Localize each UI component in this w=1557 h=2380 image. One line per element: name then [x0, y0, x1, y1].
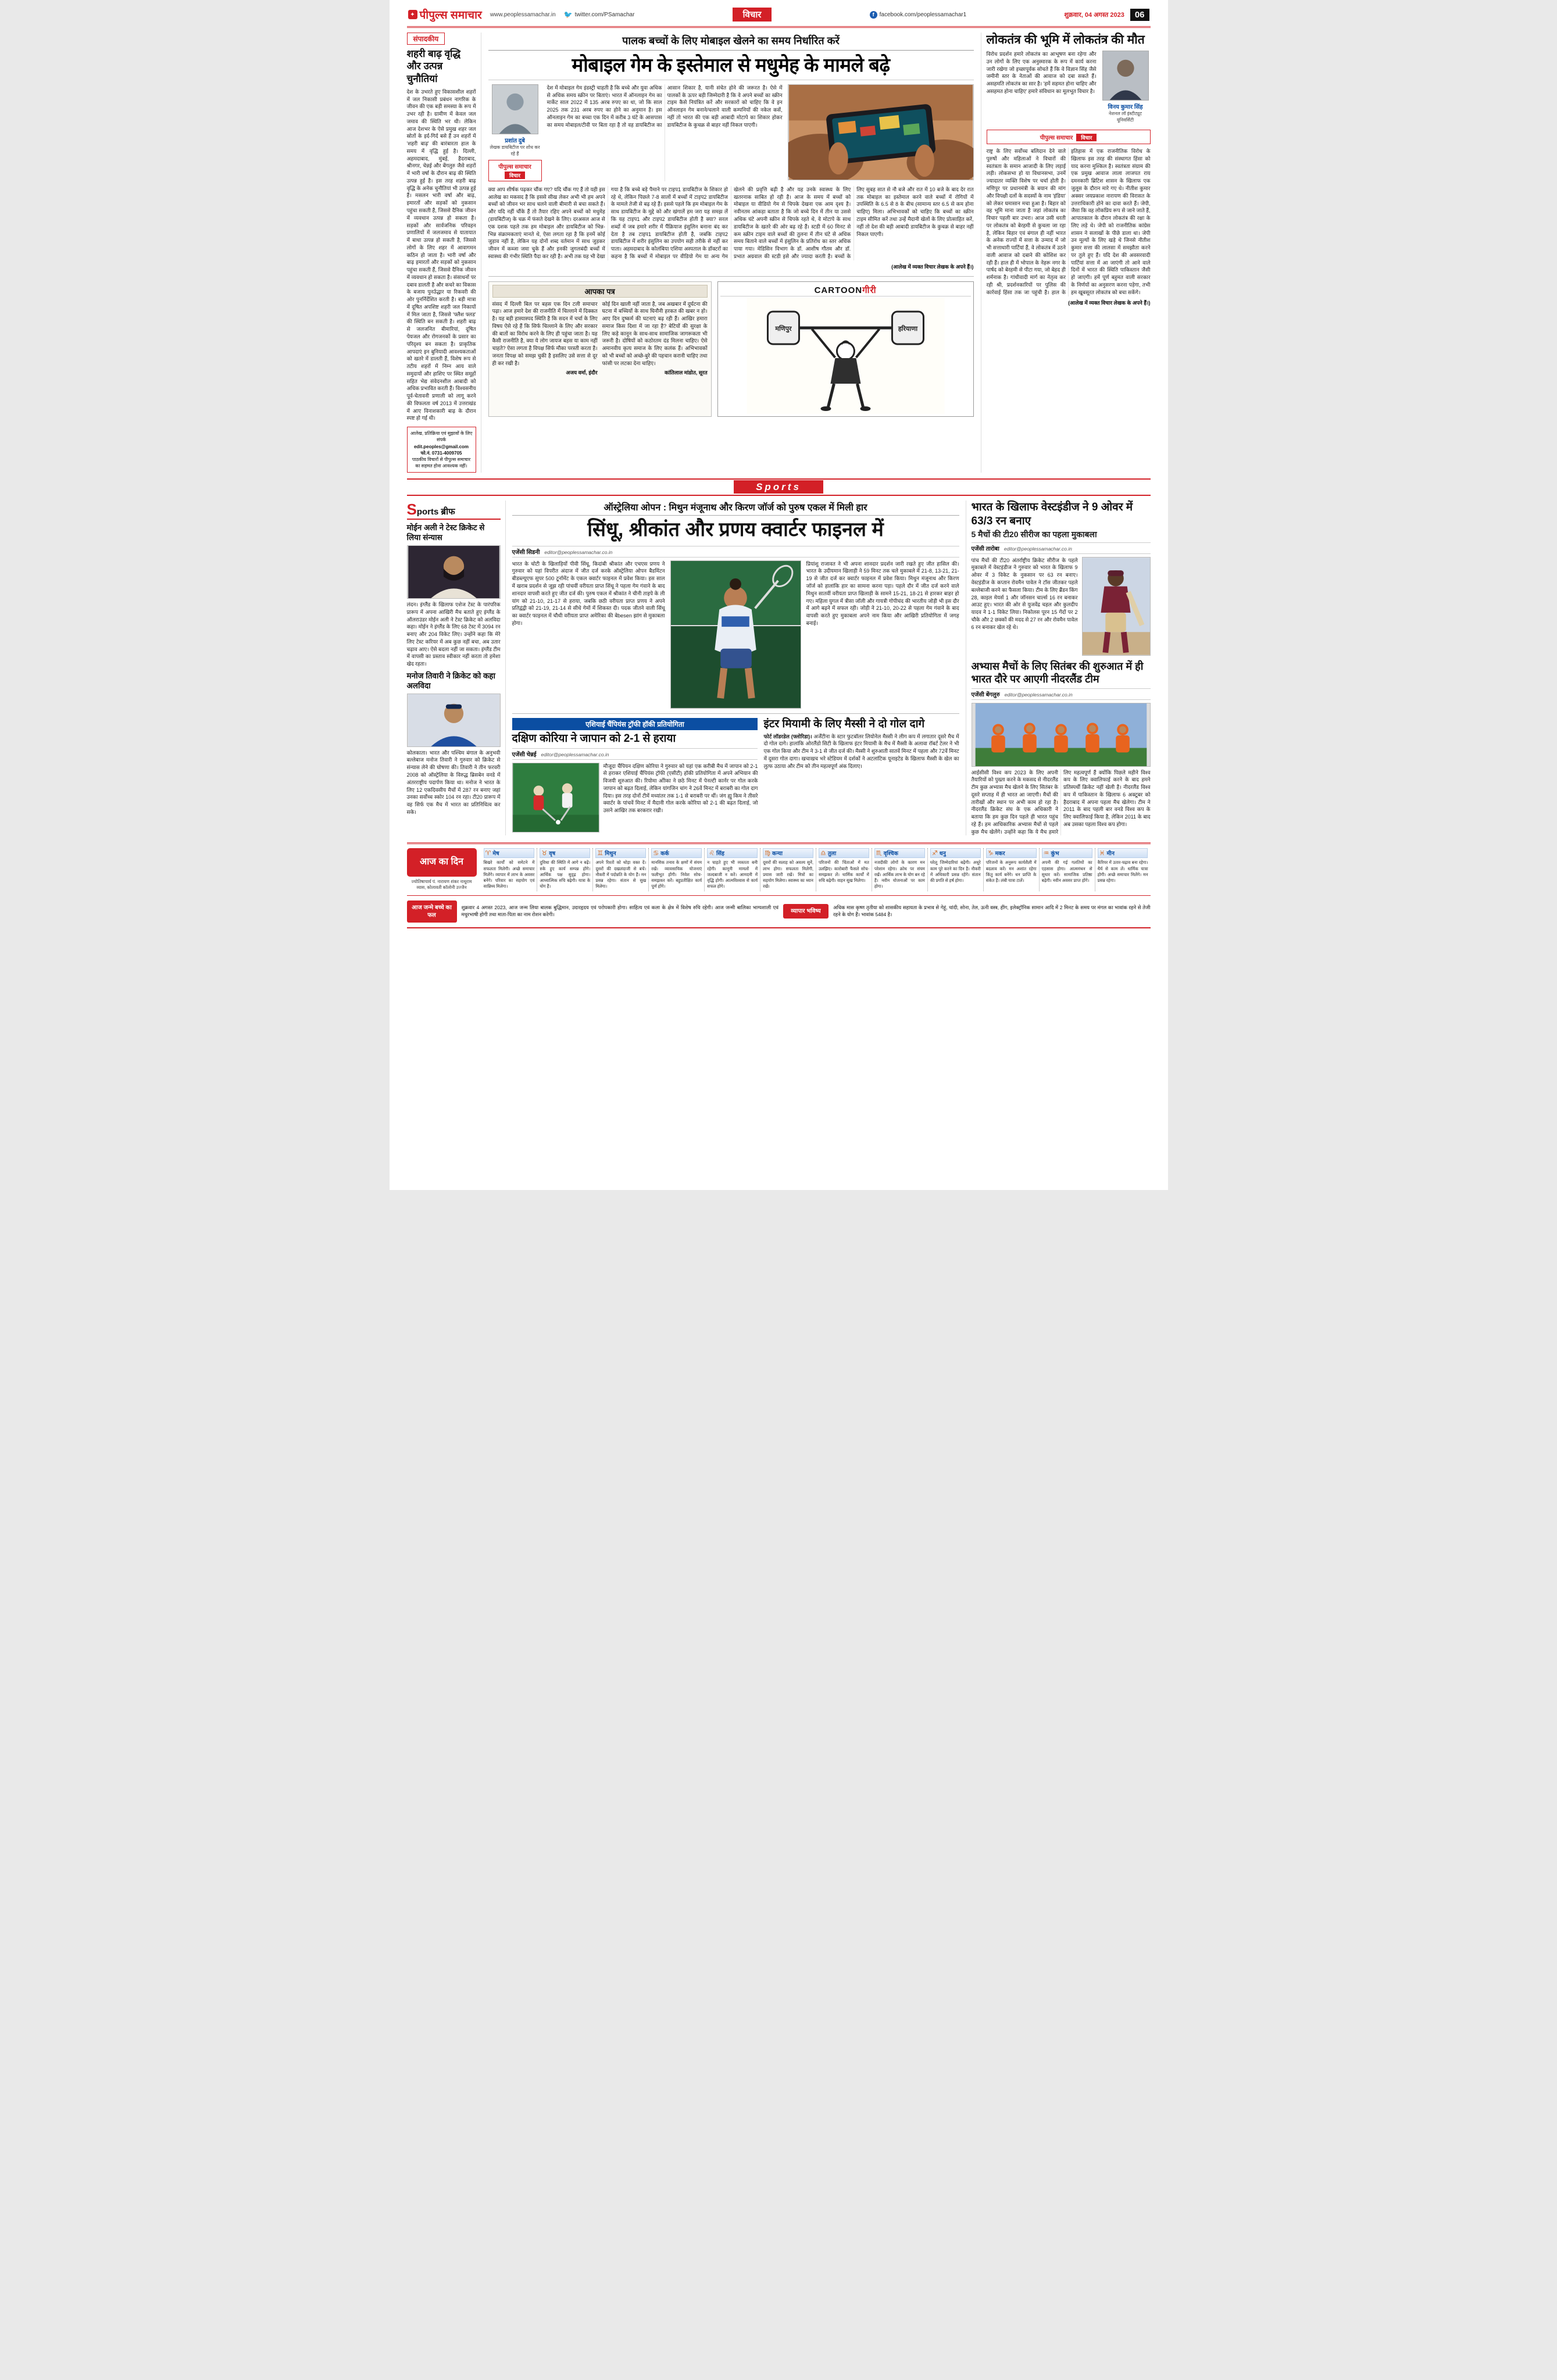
sports-section [407, 501, 1151, 835]
sign-name: तुला [827, 850, 837, 857]
sign-prediction: बिखरे कार्यों को समेटने में सफलता मिलेगी। अच्छे समाचार मिलेंगे। व्यापार में लाभ के अवसर बनेंगे। परिवार का सहयोग एवं सान्निध्य मिलेगा। [483, 860, 535, 889]
cartoon-title-en: CARTOON [814, 285, 863, 295]
zodiac-gemini [592, 848, 648, 891]
sign-name: वृष [549, 850, 556, 857]
born-today-label: आज जन्मे बच्चे का फल [407, 900, 457, 923]
scorpio-icon: ♏ [876, 850, 882, 857]
letters-box [488, 281, 712, 417]
brand-section: विचार [505, 171, 525, 179]
zodiac-virgo [760, 848, 816, 891]
sign-name: मीन [1106, 850, 1115, 857]
agency-name: एजेंसी सिडनी [512, 549, 540, 556]
astrologer-credit: ज्योतिषाचार्य पं. नारायण शंकर नाथूराम व्यास, कोलावती कॉलोनी उज्जैन [411, 879, 472, 891]
right-opinion-author-name: विनय कुमार सिंह [1108, 104, 1143, 111]
hockey-match-photo [512, 763, 599, 832]
sign-prediction: अपनी की गई गलतियों का एहसास होगा। आत्ममंथन से सुधार करें। सामाजिक प्रतिष्ठा बढ़ेगी। नवीन अवसर प्राप्त होंगे। [1041, 860, 1092, 883]
sports-brief-title [407, 501, 501, 520]
section-badge: विचार [733, 8, 772, 22]
author-role: लेखक डायबिटीज पर शोध कर रहे हैं [490, 144, 540, 156]
trade-forecast-label: व्यापार भविष्य [783, 904, 829, 919]
sign-prediction: नजदीकी लोगों के कारण मन परेशान रहेगा। क्रोध पर संयम रखें। आर्थिक लाभ के योग बन रहे हैं। नवीन योजनाओं पर काम होगा। [874, 860, 925, 889]
page-number: 06 [1130, 9, 1149, 21]
facebook-handle: facebook.com/peoplessamachar1 [879, 11, 967, 18]
article-image-phone [788, 84, 974, 180]
website-url: www.peoplessamachar.in [490, 11, 556, 18]
sign-prediction: परिजनों के अनुरूप कार्यशैली में बदलाव करें। मन अशांत रहेगा किंतु कार्य बनेंगे। धन प्राप्ति के संकेत हैं। लंबी यात्रा टालें। [985, 860, 1037, 883]
messi-article [763, 718, 959, 832]
moeen-headline: मोईन अली ने टेस्ट क्रिकेट से लिया संन्यास [406, 523, 485, 542]
sign-prediction: घरेलू जिम्मेदारियां बढ़ेंगी। अधूरे काम पूरे करने का दिन है। नौकरी में अधिकारी प्रसन्न रहेंगे। संतान की प्रगति से हर्ष होगा। [930, 860, 981, 883]
right-opinion-author-org: नेशनल लॉ इंस्टीट्यूट यूनिवर्सिटी [1109, 111, 1142, 123]
main-article-kicker: पालक बच्चों के लिए मोबाइल खेलने का समय निर्धारित करें [488, 33, 974, 51]
sign-name: धनु [939, 850, 946, 857]
brief-s: S [406, 501, 417, 519]
badminton-body-right: प्रियांशु राजावत ने भी अपना शानदार प्रदर्शन जारी रखते हुए जीत हासिल की। भारत के उदीयमान खिलाड़ी ने 59 मिनट तक चले मुकाबले में 21-8, 13-21, 21-19 से जीत दर्ज कर क्वार्टर फाइनल में प्रवेश किया। मिथुन मंजूनाथ और किरण जॉर्ज को हालांकि हार का सामना करना पड़ा। पहले दौर में जीत दर्ज करने वाले मिथुन सातवीं वरीयता प्राप्त खिलाड़ी के सामने 15-21, 18-21 से हारकर बाहर हो गए। महिला युगल में त्रीसा जॉली और गायत्री गोपीचंद की भारतीय जोड़ी भी इस दौर में आगे बढ़ने में सफल रही। जोड़ी ने 21-10, 20-22 से पहला गेम गंवाने के बाद वापसी करते हुए मुकाबला अपने नाम किया और आखिरी प्रतियोगिता में जगह बनाई। [806, 560, 959, 626]
opinion-section [407, 28, 1151, 473]
messi-headline: इंटर मियामी के लिए मैस्सी ने दो गोल दागे [763, 717, 925, 730]
hockey-article [512, 718, 758, 832]
trade-forecast-text: अधिक मास कृष्ण तृतीया को शासकीय सहायता के प्रभाव से गेहूं, चांदी, सोना, तेल, ऊनी वस्त्र, हींग, इलेक्ट्रॉनिक सामान आदि में 2 मिनट के समय पर मंगल का भावांक रहने से तेजी रहने के योग हैं। भावांक 5484 है। [833, 904, 1151, 917]
aquarius-icon: ♒ [1043, 850, 1049, 857]
born-today-text: शुक्रवार 4 अगस्त 2023, आज जन्म लिया बालक बुद्धिमान, उदारहृदय एवं परोपकारी होगा। साहित्य एवं कला के क्षेत्र में विशेष रुचि रहेगी। आज जन्मी बालिका भाग्यशाली एवं मधुरभाषी होगी तथा माता-पिता का नाम रोशन करेगी। [461, 904, 779, 917]
sign-prediction: कैरियर में उतार-चढ़ाव बना रहेगा। धैर्य से काम लें। धार्मिक यात्रा होगी। अच्छे समाचार मिलेंगे। मन प्रसन्न रहेगा। [1097, 860, 1148, 883]
twitter-icon: 🐦 [563, 10, 573, 19]
right-opinion-column [981, 33, 1151, 473]
contact-note: पाठकीय विचारों से पीपुल्स समाचार का सहमत होना आवश्यक नहीं। [412, 456, 471, 469]
cartoon-title-hi: गीरी [862, 285, 877, 295]
zodiac-pisces [1095, 848, 1151, 891]
cartoon-title [720, 284, 971, 296]
right-opinion-body: राष्ट्र के लिए सर्वोच्च बलिदान देने वाले पुरुषों और महिलाओं ने विचारों की स्वतंत्रता के समान आजादी के लिए लड़ाई लड़ी। लोकसभा हो या विधानसभा, उनमें ज्यादातर व्यक्ति विशेष पर चर्चा होती है। मणिपुर पर प्रधानमंत्री के बयान की मांग और विपक्षी दलों के सदस्यों के नाम 'इंडिया' को लेकर घमासान मचा हुआ है। बिहार को वह भूमि माना जाता है जहां लोकतंत्र का विचार पहली बार उभरा। आज उसी धरती पर लोकतंत्र को बेरहमी से कुचला जा रहा है, लेकिन बिहार एवं बंगाल ही नहीं भारत के अनेक राज्यों में सत्ता के उन्माद में जो भी सत्ताधारी पार्टियां हैं, वे लोकतंत्र में उठने वाली आवाज को दबाने की कोशिश कर रही हैं। हाल ही में भोपाल के नेहरू नगर के पार्षद को बेरहमी से पीटा गया, जो बेहद ही शर्मनाक है। गांधीवादी मार्ग का नेतृत्व कर रही श्री, प्रदर्शनकारियों पर पुलिस की कार्रवाई हिंसा तक जा पहुंची है। हाल के इतिहास में एक राजनीतिक विरोध के खिलाफ इस तरह की संस्थागत हिंसा को याद करना मुश्किल है। स्वतंत्रता संग्राम की एक प्रमुख आवाज लाला लाजपत राय दमनकारी ब्रिटिश शासन के खिलाफ एक जुलूस के दौरान मारे गए थे। नीतीश कुमार अक्सर जयप्रकाश नारायण की विरासत के उत्तराधिकारी होने का दावा करते हैं। जेपी, जैसा कि वह लोकप्रिय रूप से जाने जाते हैं, आपातकाल के दौरान लोकतंत्र की रक्षा के लिए लड़े थे। जेपी को राजनीतिक कांग्रेस शासन ने सलाखों के पीछे डाला था। जेपी उन मूल्यों के लिए खड़े थे जिनसे नीतीश कुमार सत्ता की लालसा में समझौता करने पर तुले हुए हैं। यदि देश की अवसरवादी पार्टियां सत्ता में आ जाएंगी तो आने वाले दिनों में भारत की स्थिति पाकिस्तान जैसी हो जाएगी। हमें पूर्ण बहुमत वाली सरकार के निर्णयों का अनुसरण करना पड़ेगा, तभी हम खूबसूरत लोकतंत्र को बचा सकेंगे। [986, 148, 1151, 295]
letters-title: आपका पत्र [492, 285, 708, 298]
cartoon-box [717, 281, 974, 417]
westindies-headline: भारत के खिलाफ वेस्टइंडीज ने 9 ओवर में 63/3 रन बनाए [971, 501, 1133, 527]
main-article [487, 33, 975, 473]
agency-email: editor@peoplessamachar.co.in [1004, 545, 1072, 552]
sports-main-article [512, 501, 959, 835]
manoj-tiwari-photo [407, 694, 501, 747]
sports-banner [407, 478, 1151, 496]
leo-icon: ♌ [709, 850, 715, 857]
zodiac-aquarius [1039, 848, 1095, 891]
gemini-icon: ♊ [597, 850, 603, 857]
letter-item [602, 301, 708, 377]
netherlands-team-photo [972, 703, 1151, 767]
main-article-intro: देश में मोबाइल गेम इंडस्ट्री चाहती है कि बच्चे और युवा अधिक से अधिक समय स्क्रीन पर बिताएं। भारत में ऑनलाइन गेम का मार्केट साल 2022 में 135 अरब रुपए का था, जो कि साल 2025 तक 231 अरब रुपए का होने का अनुमान है। इस ऑनलाइन गेम का बच्चा एक दिन में करीब 3 घंटे के आसपास का समय मोबाइल/टीवी पर बिता रहा है तो वह डायबिटीज का आसान शिकार है, यानी संचेत होने की जरूरत है। ऐसे में पालकों के ऊपर बड़ी जिम्मेदारी है कि वे अपने बच्चों का स्क्रीन टाइम कैसे नियंत्रित करें और सरकारों को चाहिए कि वे इन ऑनलाइन गेम बनाने/चलाने वाली कम्पनियों की नकेल कसें, नहीं तो भारत की एक बड़ी आबादी मोटापे का शिकार होकर डायबिटीज के कुचक्र से बाहर नहीं निकल पाएगी। [547, 84, 783, 128]
editorial-body: देश के उभरते हुए विकासशील शहरों में जल निकासी प्रबंधन नागरिक के जीवन की एक बड़ी समस्या के रूप में उभर रही है। ग्रामीण में केवल जल जमाव की स्थिति भर थी। लेकिन आज देशभर के ऐसे प्रमुख शहर जल स्रोतों के इर्द-गिर्द बसे हैं उन शहरों में 'शहरी बाढ़' की बारंबारता हाल के समय में वृद्धि हुई है। दिल्ली, अहमदाबाद, मुंबई, हैदराबाद, श्रीनगर, चेन्नई और बेंगलुरु जैसे शहरों में भारी वर्षा के दौरान बाढ़ की स्थिति उत्पन्न हुई है। इस तरह शहरी बाढ़ वृद्धि के अनेक चुनौतियां भी उत्पन्न हुई हैं। मसलन भारी वर्षा और बाढ़, इमारतों और सड़कों को नुकसान पहुंचा सकती है, जिससे दैनिक जीवन में व्यवधान उत्पन्न हो सकता है। सड़कों और सार्वजनिक परिवहन प्रणालियों में जलजमाव से यातायात में बाधा उत्पन्न हो सकती है, जिससे लोगों के लिए शहर में आवागमन कठिन हो जाता है। भारी वर्षा और बाढ़ इमारतों और सड़कों को नुकसान पहुंचा सकती हैं, जिससे दैनिक जीवन में व्यवधान हो सकता है। संसाधनों पर दबाव डालती है और कचरे का विकास के बजाय पुनर्उद्धार या रिकवरी की ओर पुनर्निर्देशित करती है। बड़ी मात्रा में दूषित अपशिष्ट शहरी जल निकायों में मिल जाता है, जिससे 'फ्लैश फ्लड' की स्थिति बन सकती है। शहरी बाढ़ से जलजनित बीमारियां, दूषित पेयजल और रोगजनकों के प्रसार का परिदृश्य बन सकता है। प्राकृतिक आपदाएं इन बुनियादी आवश्यकताओं को खतरे में डालती हैं, विशेष रूप से तटीय शहरों में निम्न आय वाले समुदायों और हाशिए पर स्थित समूहों सहित भेद्य संवेदनशील आबादी को अधिक प्रभावित करती हैं। विश्वसनीय पूर्व-चेतावनी प्रणाली को लागू करने की विफलता वर्ष 2013 में उत्तराखंड में आए विनाशकारी बाढ़ के दौरान स्पष्ट हो गई थी। [406, 88, 476, 421]
tiwari-headline: मनोज तिवारी ने क्रिकेट को कहा अलविदा [406, 671, 495, 690]
taurus-icon: ♉ [541, 850, 548, 857]
agency-name: एजेंसी चेन्नई [512, 751, 537, 758]
sign-prediction: परिजनों की चिंताओं में मत उलझिए। कारोबारी फैसले सोच-समझकर लें। धार्मिक कार्यों में रुचि बढ़ेगी। वाहन सुख मिलेगा। [818, 860, 869, 883]
letter-item [492, 301, 598, 377]
horoscope-title: आज का दिन [407, 848, 477, 877]
contact-email-phone: edit.peoples@gmail.com फो.नं. 0731-4009705 [413, 444, 469, 456]
right-opinion-lead: विरोध प्रदर्शन हमारे लोकतंत्र का आभूषण बना रहेगा और उन लोगों के लिए एक अनुस्मारक के रूप में कार्य करना जारी रखेगा जो इच्छापूर्वक सोचते हैं कि वे विज्ञान सिंह जैसे जमीनी स्तर के नेताओं की आवाज को दबा सकते हैं। असहमति लोकतंत्र का सार है। 'हमें सहमत होना चाहिए और असहमत होना चाहिए' हमारे संविधान का मूलभूत विचार है। [986, 51, 1097, 95]
main-article-body: क्या आप शीर्षक पढ़कर चौंक गए? यदि चौंक गए हैं तो यही इस आलेख का मकसद है कि इससे सीख लेकर अभी भी हम अपने बच्चों को जीवन भर साथ चलने वाली बीमारी से बचा सकते हैं। और यदि नहीं चौंके हैं तो तैयार रहिए अपने बच्चों को मधुमेह (डायबिटीज) के चक्र में फंसते देखने के लिए। दरअसल आज से एक दशक पहले तक हम मोबाइल और डायबिटीज को भिन्न-भिन्न संक्रामकताएं मानते थे, ऐसा लगता रहा है कि इनमें कोई जुड़ाव नहीं है, लेकिन यह दोनों शब्द वर्तमान में साथ जुड़कर जीवन में कब्जा जमा चुके हैं और इनकी जुगलबंदी बच्चों में स्वास्थ्य की गंभीर स्थिति पैदा कर रही है। अभी तक यह भी देखा गया है कि बच्चे बड़े पैमाने पर टाइप1 डायबिटीज के शिकार हो रहे थे, लेकिन पिछले 7-8 सालों में बच्चों में टाइप2 डायबिटीज के मामले तेजी से बढ़ रहे हैं। इससे पहले कि हम मोबाइल गेम के साथ डायबिटीज के मुद्दे को और खंगालें हम जरा यह समझ लें कि यह टाइप1 और टाइप2 डायबिटीज होती है क्या? सरल शब्दों में जब हमारे शरीर में पैंक्रियाज इंसुलिन बनाना बंद कर देता है तब टाइप1 डायबिटीज होती है, जबकि टाइप2 डायबिटीज में शरीर इंसुलिन का उपयोग सही तरीके से नहीं कर पाता। अहमदाबाद के कोलंबिया एशिया अस्पताल के डॉक्टरों का कहना है कि बच्चों में मोबाइल पर वीडियो गेम या अन्य गेम खेलने की प्रवृत्ति बढ़ी है और यह उनके स्वास्थ्य के लिए खतरनाक साबित हो रही है। आज के समय में बच्चों को मोबाइल या वीडियो गेम से चिपके देखना एक आम दृश्य है। नवीनतम आंकड़ा बताता है कि जो बच्चे दिन में तीन या उससे अधिक घंटे अपनी स्क्रीन से चिपके रहते थे, वे मोटापे के साथ डायबिटीज के खतरे की ओर बढ़ रहे हैं। स्टडी में 60 मिनट से कम स्क्रीन टाइम वाले बच्चों की तुलना में तीन घंटे से अधिक समय बिताने वाले बच्चों में इंसुलिन के प्रतिरोध का स्तर अधिक पाया गया। मेडिसिन विभाग के डॉ. आशीष गौतम और डॉ. प्रभात अग्रवाल की स्टडी इसे और ज्यादा करती है। बच्चों के लिए सुबह सात से नौ बजे और रात में 10 बजे के बाद देर रात तक मोबाइल का इस्तेमाल करने वाले बच्चों में रोगियों में उपस्थिति के 6.5 से 8 के बीच (सामान्य स्तर 6.5 से कम होना चाहिए) मिला। अभिभावकों को चाहिए कि बच्चों का स्क्रीन टाइम सीमित करें तथा उन्हें मैदानी खेलों के लिए प्रोत्साहित करें, नहीं तो देश की बड़ी आबादी डायबिटीज के कुचक्र से बाहर नहीं निकल पाएगी। [488, 186, 974, 259]
capricorn-icon: ♑ [987, 850, 994, 857]
zodiac-taurus [537, 848, 592, 891]
sign-name: कन्या [772, 850, 783, 857]
right-opinion-headline: लोकतंत्र की भूमि में लोकतंत्र की मौत [986, 33, 1145, 47]
newspaper-logo [408, 7, 482, 22]
editorial-title: शहरी बाढ़ वृद्धि और उत्पन्न चुनौतियां [406, 48, 461, 84]
westindies-byline [972, 542, 1151, 554]
zodiac-libra [816, 848, 872, 891]
brand-box [987, 130, 1151, 144]
agency-email: editor@peoplessamachar.co.in [541, 751, 609, 757]
editorial-column [407, 33, 481, 473]
sign-name: मिथुन [605, 850, 616, 857]
sagittarius-icon: ♐ [931, 850, 938, 857]
letter-text: संसद में दिल्ली बिल पर बहस एक दिन टली समाचार पढ़ा। आज हमारे देश की राजनीति में चिल्लाने में दिक्कत है। यह बड़ी हास्यास्पद स्थिति है कि सदन में चर्चा के लिए विषय ऐसे रहे हैं कि सिर्फ चिल्लाने के लिए और सरकार की बातों का विरोध करने के लिए ही पहुंचा जाता है। यह कैसी राजनीति है, क्या ये लोग जायज बहस या काम नहीं चाहते? ऐसा लगता है विपक्ष सिर्फ मौका परस्ती करता है। जनता विपक्ष को समझ चुकी है इसलिए उसे सत्ता से दूर ही कर रखी है। [492, 301, 598, 366]
issue-date: शुक्रवार, 04 अगस्त 2023 [1064, 11, 1124, 19]
hockey-headline: दक्षिण कोरिया ने जापान को 2-1 से हराया [512, 732, 676, 745]
letter-signature: कांतिलाल मांडोत, सूरत [664, 370, 708, 376]
svg-text:हरियाणा: हरियाणा [898, 325, 917, 333]
agency-name: एजेंसी तारोबा [971, 545, 999, 552]
sports-brief-column [407, 501, 506, 835]
brand-logo: पीपुल्स समाचार [1040, 134, 1073, 141]
zodiac-scorpio [872, 848, 927, 891]
hockey-byline [512, 748, 758, 760]
editorial-label: संपादकीय [407, 33, 445, 45]
badminton-kicker: ऑस्ट्रेलिया ओपन : मिथुन मंजूनाथ और किरण जॉर्ज को पुरुष एकल में मिली हार [512, 501, 959, 516]
author-photo [492, 84, 538, 134]
sign-prediction: दूसरों की सलाह को अवश्य सुनें, लाभ होगा। सफलता मिलेगी, प्रयास जारी रखें। मित्रों का सहयोग मिलेगा। स्वास्थ्य का ध्यान रखें। [763, 860, 813, 889]
sign-name: सिंह [716, 850, 724, 857]
moeen-ali-photo [407, 545, 501, 599]
netherlands-body: आईसीसी विश्व कप 2023 के लिए अपनी तैयारियों को पुख्ता करने के मकसद से नीदरलैंड टीम कुछ अभ्यास मैच खेलने के लिए सितंबर के दूसरे सप्ताह में ही भारत आ जाएगी। मैचों की तारीखों और स्थान पर अभी काम हो रहा है। नीदरलैंड क्रिकेट संघ के एक अधिकारी ने बताया कि हम कुछ दिन पहले ही भारत पहुंच रहे हैं। हम आधिकारिक अभ्यास मैचों से पहले कुछ मैच खेलेंगे। उन्होंने कहा कि ये मैच हमारे लिए महत्वपूर्ण हैं क्योंकि पिछले महीने विश्व कप के लिए क्वालिफाई करने के बाद हमने प्रतिस्पर्धी क्रिकेट नहीं खेली है। नीदरलैंड विश्व कप में पाकिस्तान के खिलाफ 6 अक्टूबर को हैदराबाद में अपना पहला मैच खेलेगा। टीम ने 2011 के बाद पहली बार वनडे विश्व कप के लिए क्वालिफाई किया है, लेकिन 2011 के बाद अब उसका पहला विश्व कप होगा। [971, 769, 1151, 835]
westindies-body: पांच मैचों की टी20 अंतर्राष्ट्रीय क्रिकेट सीरीज के पहले मुकाबले में वेस्टइंडीज ने गुरुवार को भारत के खिलाफ 9 ओवर में 3 विकेट के नुकसान पर 63 रन बनाए। वेस्टइंडीज के कप्तान रोवमैन पावेल ने टॉस जीतकर पहले बल्लेबाजी करने का फैसला किया। टीम के लिए ब्रैंडन किंग 28, काइल मेयर्स 1 और जॉनसन चार्ल्स 16 रन बनाकर आउट हुए। भारत की ओर से युजवेंद्र चहल और कुलदीप यादव ने 1-1 विकेट लिया। निकोलस पूरन 15 गेंदों पर 2 चौके और 2 छक्कों की मदद से 27 रन और रोवमैन पावेल 6 रन बनाकर खेल रहे थे। [971, 557, 1078, 630]
netherlands-byline [972, 688, 1151, 700]
sign-prediction: दुविधा की स्थिति में आगे न बढ़ें। रुके हुए कार्य सम्पन्न होंगे। आर्थिक पक्ष सुदृढ़ होगा। आध्यात्मिक रुचि बढ़ेगी। यात्रा के योग हैं। [540, 860, 591, 889]
badminton-body-left: भारत के चोटी के खिलाड़ियों पीवी सिंधू, किदांबी श्रीकांत और एचएस प्रणय ने गुरुवार को यहां विपरीत अंदाज में जीत दर्ज करके ऑस्ट्रेलिया ओपन बैडमिंटन बीडब्ल्यूएफ सुपर 500 टूर्नामेंट के एकल क्वार्टर फाइनल में प्रवेश किया। इस साल में खराब प्रदर्शन से जूझ रही पांचवीं वरीयता प्राप्त सिंधू ने पहला गेम गंवाने के बाद शानदार वापसी करते हुए जीत दर्ज की। पुरुष एकल में श्रीकांत ने चीनी ताइपे के ली यांग को 21-10, 21-17 से हराया, जबकि छठी वरीयता प्राप्त प्रणय ने अपने प्रतिद्वंद्वी को 21-19, 21-14 से सीधे गेमों में शिकस्त दी। पदक जीतने वाली सिंधू का क्वार्टर फाइनल में चौथी वरीयता प्राप्त अमेरिका की बेbesen झांग से मुकाबला होगा। [512, 560, 665, 626]
horoscope-header [407, 848, 477, 891]
brand-logo: पीपुल्स समाचार [498, 163, 531, 170]
author-block [488, 84, 542, 181]
facebook-icon: f [870, 11, 877, 19]
agency-name: एजेंसी बेंगलुरु [971, 691, 1000, 698]
sports-right-column [966, 501, 1151, 835]
logo-icon: ✦ [408, 10, 417, 19]
bottom-strip [407, 900, 1151, 928]
zodiac-sagittarius [927, 848, 983, 891]
masthead [407, 3, 1151, 28]
zodiac-cancer [648, 848, 704, 891]
badminton-byline [512, 546, 959, 558]
sports-banner-label: Sports [734, 480, 823, 494]
main-article-headline: मोबाइल गेम के इस्तेमाल से मधुमेह के मामले बढ़े [488, 51, 974, 80]
sign-prediction: न चाहते हुए भी व्यस्तता बनी रहेगी। कानूनी मामलों में जल्दबाजी न करें। आमदनी में वृद्धि होगी। आत्मविश्वास से कार्य सफल होंगे। [707, 860, 758, 889]
main-article-endnote: (आलेख में व्यक्त विचार लेखक के अपने हैं।) [891, 263, 974, 270]
newspaper-page [390, 0, 1168, 1190]
right-opinion-author-photo [1102, 51, 1149, 101]
west-indies-batsman-photo [1082, 557, 1151, 656]
brand-section: विचार [1076, 134, 1097, 141]
sign-prediction: मानसिक तनाव के क्षणों में संयम रखें। व्यावसायिक योजनाएं फलीभूत होंगी। निवेश सोच-समझकर करें। बहुप्रतीक्षित कार्य पूर्ण होंगे। [651, 860, 702, 889]
cancer-icon: ♋ [653, 850, 659, 857]
hockey-body: मौजूदा चैंपियन दक्षिण कोरिया ने गुरुवार को यहां एक करीबी मैच में जापान को 2-1 से हराकर एशियाई चैंपियंस ट्रॉफी (एसीटी) हॉकी प्रतियोगिता में अपने अभियान की विजयी शुरुआत की। रियोमा ओोका ने छठे मिनट में पेनल्टी कार्नर पर गोल करके जापान को बढ़त दिलाई, लेकिन यांगजिन चांग ने 26वें मिनट में बराबरी का गोल दाग दिया। इस तरह दोनों टीमें मध्यांतर तक 1-1 से बराबरी पर थीं। जंग ह्यु किम ने तीसरे क्वार्टर के पांचवें मिनट में मैदानी गोल करके कोरिया को 2-1 की बढ़त दिलाई, जो उसने आखिर तक बरकरार रखी। [603, 763, 758, 814]
netherlands-headline: अभ्यास मैचों के लिए सितंबर की शुरुआत में ही भारत दौरे पर आएगी नीदरलैंड टीम [971, 660, 1144, 685]
aries-icon: ♈ [485, 850, 491, 857]
sign-name: मकर [995, 850, 1005, 857]
virgo-icon: ♍ [765, 850, 770, 857]
messi-dateline: फोर्ट लॉडरडेल (फ्लोरिडा)। [763, 733, 812, 739]
right-opinion-author-block [1101, 51, 1151, 126]
pisces-icon: ♓ [1099, 850, 1105, 857]
facebook-handle-block [870, 11, 967, 19]
zodiac-aries [481, 848, 537, 891]
hockey-tournament-label: एशियाई चैंपियंस ट्रॉफी हॉकी प्रतियोगिता [512, 718, 758, 730]
sign-name: मेष [492, 850, 499, 857]
tiwari-body: कोलकाता। भारत और पश्चिम बंगाल के अनुभवी बल्लेबाज मनोज तिवारी ने गुरुवार को क्रिकेट से संन्यास लेने की घोषणा की। तिवारी ने तीन फरवरी 2008 को ऑस्ट्रेलिया के विरुद्ध ब्रिसबेन वनडे में अंतरराष्ट्रीय पदार्पण किया था। मनोज ने भारत के लिए 12 एकदिवसीय मैचों में 287 रन बनाए जहां उनका सर्वोच्च स्कोर 104 रन रहा। टी20 प्रारूप में वह सिर्फ एक मैच में भारत का प्रतिनिधित्व कर सके। [406, 749, 501, 815]
badminton-headline: सिंधू, श्रीकांत और प्रणय क्वार्टर फाइनल में [587, 519, 884, 541]
zodiac-capricorn [983, 848, 1039, 891]
pv-sindhu-photo [670, 560, 801, 709]
editorial-contact-box [407, 427, 476, 473]
zodiac-grid [481, 848, 1151, 891]
westindies-subhead: 5 मैचों की टी20 सीरीज का पहला मुकाबला [971, 529, 1097, 539]
brand-box [488, 160, 542, 181]
zodiac-leo [704, 848, 760, 891]
svg-text:मणिपुर: मणिपुर [774, 325, 792, 333]
cartoon-drawing [720, 298, 971, 414]
messi-body: अर्जेंटीना के स्टार फुटबॉलर लियोनेल मैस्सी ने लीग कप में लगातार दूसरे मैच में दो गोल दागे। हालांकि ओरलैंडो सिटी के खिलाफ इंटर मियामी के मैच में मैस्सी के अलावा रॉबर्ट टेलर ने भी एक गोल किया और टीम ने 3-1 से जीत दर्ज की। मैस्सी ने शुरुआती सातवें मिनट में पहला और 72वें मिनट में दूसरा गोल दागा। खचाखच भरे स्टेडियम में दर्शकों ने अटलांटिक यूनाइटेड के खिलाफ मैस्सी के खेल का लुत्फ उठाया और टीम को तीन महत्वपूर्ण अंक दिलाए। [763, 733, 959, 769]
sign-prediction: अपने रिश्तों को थोड़ा वक्त दें। दूसरों की दखलंदाजी से बचें। नौकरी में पदोन्नति के योग हैं। मन प्रसन्न रहेगा। संतान से सुख मिलेगा। [595, 860, 647, 889]
sign-name: कर्क [660, 850, 669, 857]
logo-text: पीपुल्स समाचार [419, 9, 482, 22]
sign-name: वृश्चिक [883, 850, 898, 857]
right-opinion-endnote: (आलेख में व्यक्त विचार लेखक के अपने हैं।) [1068, 299, 1151, 306]
agency-email: editor@peoplessamachar.co.in [544, 549, 613, 555]
agency-email: editor@peoplessamachar.co.in [1004, 691, 1073, 698]
twitter-handle: twitter.com/PSamachar [574, 11, 635, 18]
twitter-handle-block [564, 10, 635, 19]
contact-line: आलेख, प्रतिक्रिया एवं सुझावों के लिए संपर्क [410, 431, 473, 443]
letter-signature: अजय वर्मा, इंदौर [566, 370, 598, 376]
letter-text: कोई दिन खाली नहीं जाता है, जब अखबार में दुर्घटना की घटना में बच्चियों के साथ घिनौनी हरकत की खबर न हो। आए दिन दुष्कर्म की घटनाएं बढ़ रही हैं। आखिर हमारा समाज किस दिशा में जा रहा है? बेटियों की सुरक्षा के लिए कड़े कानून के साथ-साथ सामाजिक जागरूकता भी जरूरी है। दोषियों को कठोरतम दंड मिलना चाहिए। ऐसे अमानवीय कृत्य समाज के लिए कलंक हैं। अभिभावकों को भी बच्चों को अच्छे-बुरे की पहचान करानी चाहिए तथा फांसी पर लटका देना चाहिए। [602, 301, 708, 366]
horoscope-section [407, 842, 1151, 895]
brief-rest: ports ब्रीफ [416, 507, 455, 517]
libra-icon: ♎ [820, 850, 826, 857]
author-name: प्रशांत दुबे [505, 137, 525, 144]
sign-name: कुंभ [1051, 850, 1059, 857]
moeen-body: लंदन। इंग्लैंड के खिलाफ एशेज टेस्ट के पारंपरिक प्रारूप में अपना आखिरी मैच बताते हुए इंग्लैंड के ऑलराउंडर मोईन अली ने टेस्ट क्रिकेट को अलविदा कहा। मोईन ने इंग्लैंड के लिए 68 टेस्ट में 3094 रन बनाए और 204 विकेट लिए। उन्होंने कहा कि मेरे लिए टेस्ट करियर में अब कुछ नहीं बचा, अब उतार चढ़ाव आए। ऐसे बदला नहीं जा सकता। इंग्लैंड टीम में वापसी का प्रस्ताव स्वीकार नहीं करता तो हमेशा खेद रहता। [406, 602, 501, 667]
